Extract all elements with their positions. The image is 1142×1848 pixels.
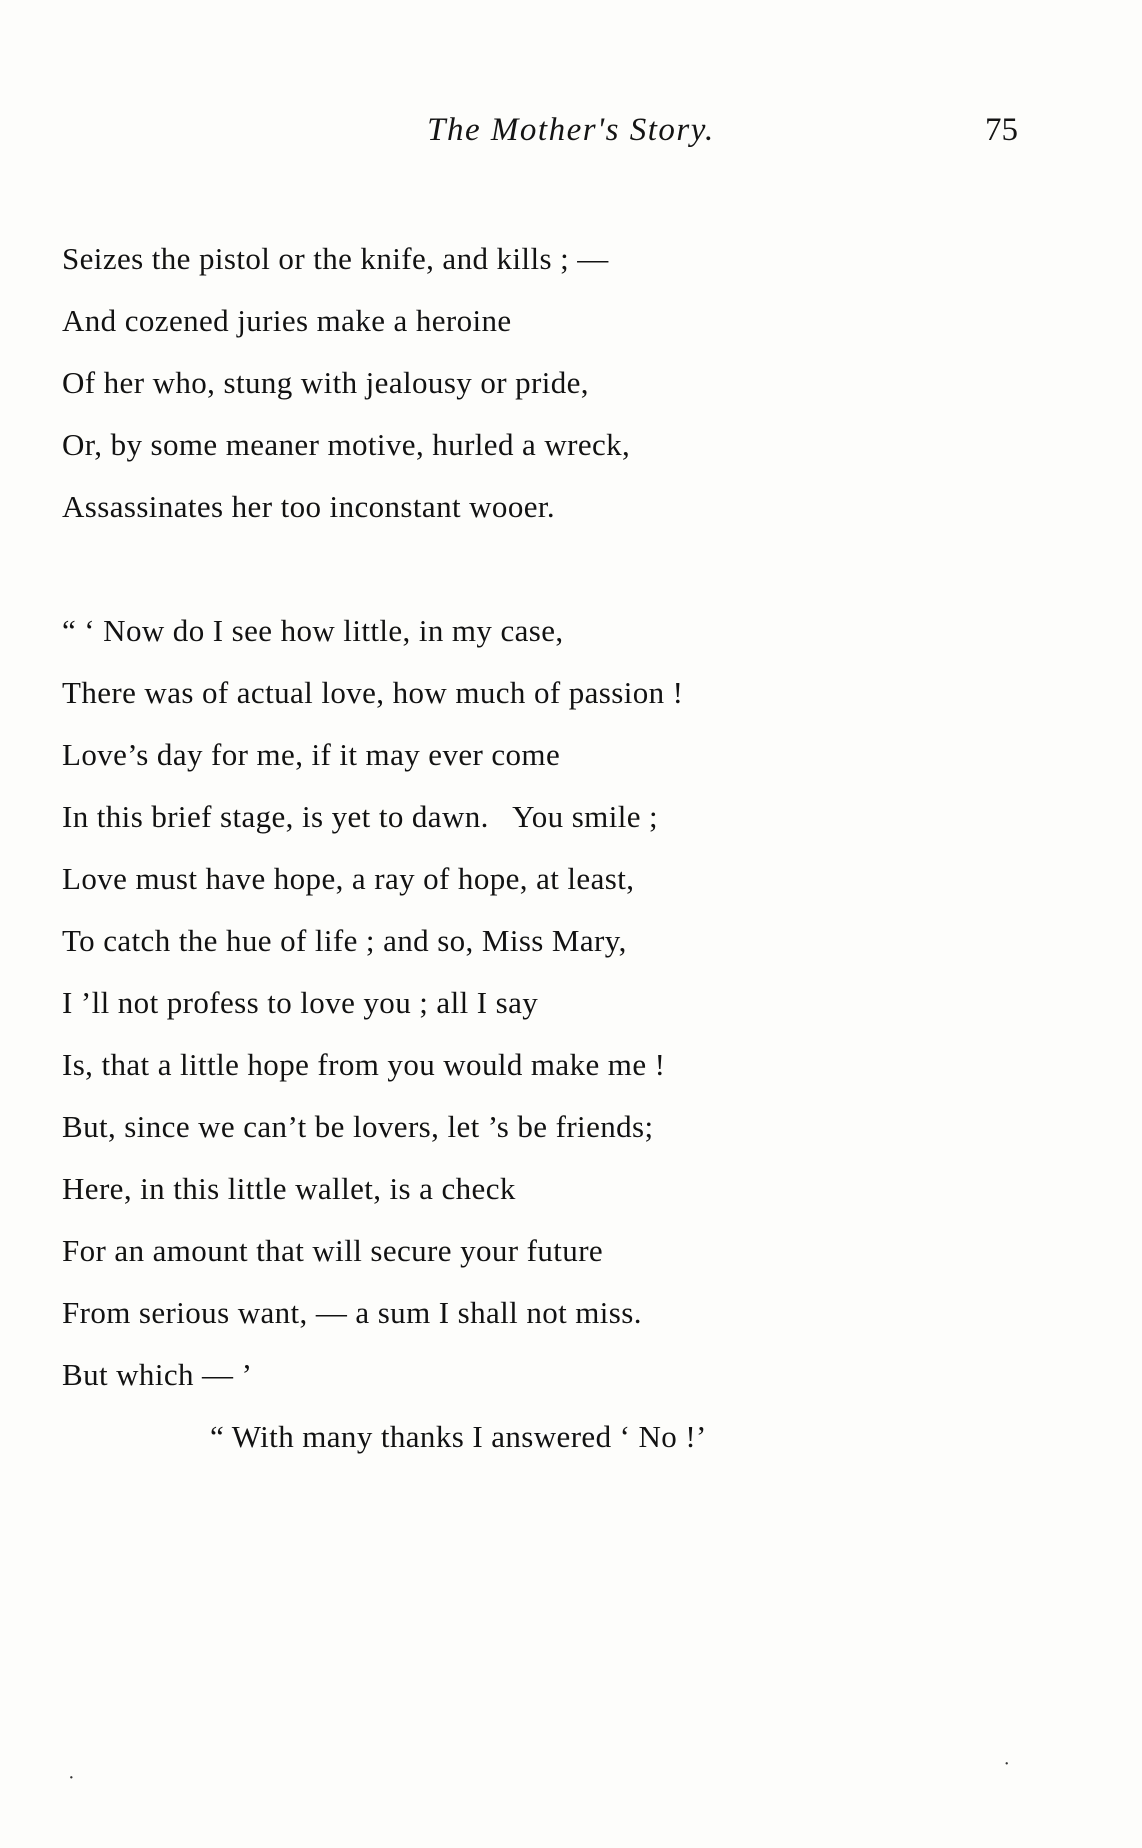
poem-line: To catch the hue of life ; and so, Miss Mary, <box>62 923 627 958</box>
poem-body <box>62 228 1072 1468</box>
poem-line: Of her who, stung with jealousy or pride, <box>62 365 589 400</box>
poem-line: There was of actual love, how much of passion ! <box>62 675 684 710</box>
poem-line: Assassinates her too inconstant wooer. <box>62 489 556 524</box>
page-number: 75 <box>985 112 1018 148</box>
stanza <box>62 600 1072 1406</box>
poem-line: In this brief stage, is yet to dawn. You smile ; <box>62 799 659 834</box>
footer-mark-left: · <box>68 1767 75 1789</box>
poem-line: Seizes the pistol or the knife, and kills ; — <box>62 241 609 276</box>
poem-line: For an amount that will secure your future <box>62 1233 604 1268</box>
poem-line: Is, that a little hope from you would make me ! <box>62 1047 666 1082</box>
poem-line: Here, in this little wallet, is a check <box>62 1171 516 1206</box>
page-footer-marks <box>0 1728 1142 1848</box>
stanza-gap <box>62 538 1072 600</box>
page-header <box>0 112 1142 168</box>
poem-line: But, since we can’t be lovers, let ’s be friends; <box>62 1109 654 1144</box>
poem-line: But which — ’ <box>62 1357 253 1392</box>
poem-line: I ’ll not profess to love you ; all I say <box>62 985 539 1020</box>
poem-line: Love’s day for me, if it may ever come <box>62 737 561 772</box>
poem-line: Or, by some meaner motive, hurled a wreck, <box>62 427 631 462</box>
poem-line: Love must have hope, a ray of hope, at least, <box>62 861 635 896</box>
poem-line: “ With many thanks I answered ‘ No !’ <box>210 1419 707 1454</box>
poem-line: From serious want, — a sum I shall not miss. <box>62 1295 642 1330</box>
poem-line: “ ‘ Now do I see how little, in my case, <box>62 613 564 648</box>
running-title: The Mother's Story. <box>427 112 715 148</box>
footer-mark-right: · <box>1003 1753 1010 1775</box>
poem-line: And cozened juries make a heroine <box>62 303 512 338</box>
stanza <box>62 1406 1072 1468</box>
stanza <box>62 228 1072 538</box>
